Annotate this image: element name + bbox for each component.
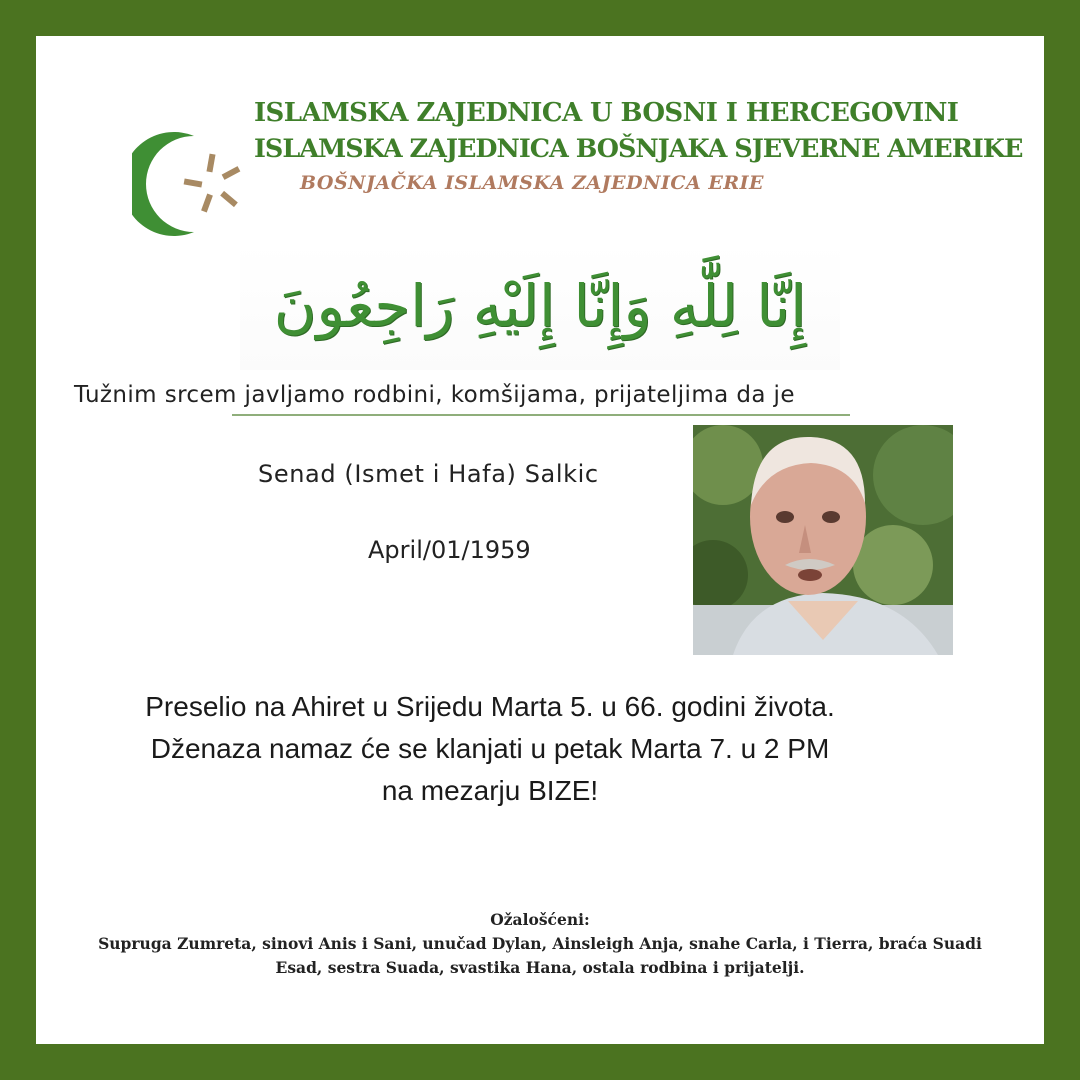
- org-title-bih: ISLAMSKA ZAJEDNICA U BOSNI I HERCEGOVINI: [254, 98, 959, 128]
- message-line-1: Preselio na Ahiret u Srijedu Marta 5. u 66. godini života.: [145, 691, 835, 722]
- intro-text: Tužnim srcem javljamo rodbini, komšijama, prijateljima da je: [74, 382, 795, 408]
- birth-date: April/01/1959: [368, 536, 531, 564]
- arabic-verse: إِنَّا لِلَّٰهِ وَإِنَّا إِلَيْهِ رَاجِعُونَ: [240, 242, 840, 370]
- mourners-line-1: Supruga Zumreta, sinovi Anis i Sani, unučad Dylan, Ainsleigh Anja, snahe Carla, i Tierra, braća Suadi: [98, 934, 982, 953]
- org-title-north-america: ISLAMSKA ZAJEDNICA BOŠNJAKA SJEVERNE AMERIKE: [254, 134, 1023, 164]
- deceased-name: Senad (Ismet i Hafa) Salkic: [258, 460, 599, 488]
- deceased-photo: [693, 425, 953, 655]
- passing-message: [60, 686, 920, 812]
- org-title-erie: BOŠNJAČKA ISLAMSKA ZAJEDNICA ERIE: [300, 172, 765, 194]
- mourners-line-2: Esad, sestra Suada, svastika Hana, ostala rodbina i prijatelji.: [275, 958, 805, 977]
- message-line-2: Dženaza namaz će se klanjati u petak Marta 7. u 2 PM: [150, 733, 830, 764]
- intro-underline: [232, 414, 850, 416]
- message-line-3: na mezarju BIZE!: [381, 775, 599, 806]
- crescent-star-logo-icon: [132, 130, 256, 240]
- mourners-section: [40, 908, 1040, 980]
- obituary-card: [36, 36, 1044, 1044]
- mourners-heading: Ožalošćeni:: [490, 910, 590, 929]
